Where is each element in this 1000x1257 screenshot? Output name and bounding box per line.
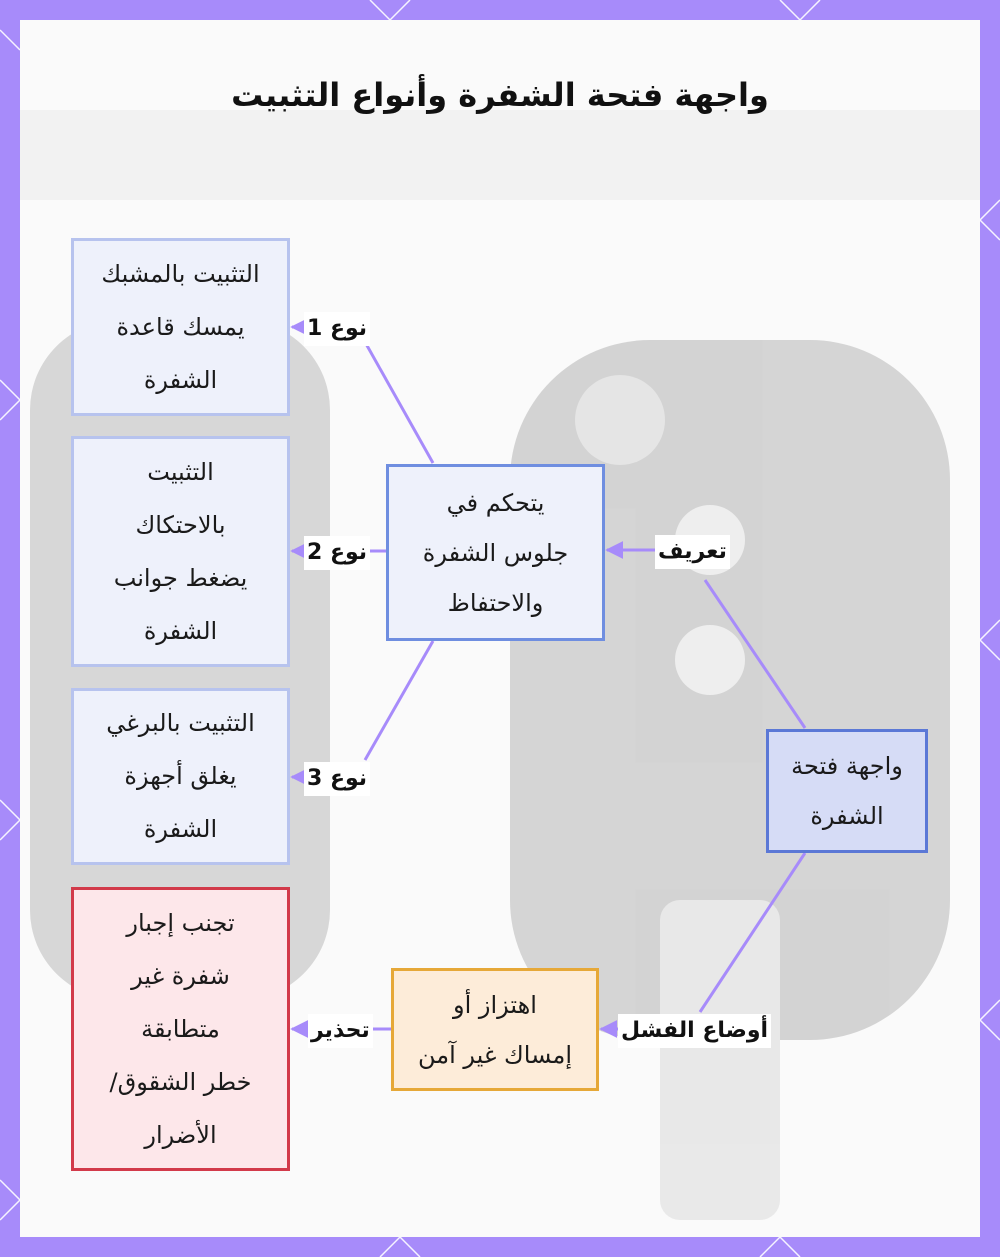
screw-fastening-node: التثبيت بالبرغي يغلق أجهزة الشفرة: [71, 688, 290, 865]
edge-failure-modes: [700, 853, 805, 1012]
edge-definition: [705, 580, 805, 728]
clip-fastening-node: التثبيت بالمشبك يمسك قاعدة الشفرة: [71, 238, 290, 416]
seating-control-node: يتحكم في جلوس الشفرة والاحتفاظ: [386, 464, 605, 641]
diagram-title: واجهة فتحة الشفرة وأنواع التثبيت: [231, 76, 769, 114]
edge-label-type1: نوع 1: [304, 312, 370, 346]
edge-type1: [365, 342, 433, 463]
edge-label-type2: نوع 2: [304, 536, 370, 570]
edge-label-failure-modes: أوضاع الفشل: [618, 1014, 771, 1048]
edge-type3: [365, 641, 433, 760]
edge-label-definition: تعريف: [655, 535, 730, 569]
edge-label-type3: نوع 3: [304, 762, 370, 796]
friction-fastening-node: التثبيت بالاحتكاك يضغط جوانب الشفرة: [71, 436, 290, 667]
failure-node: اهتزاز أو إمساك غير آمن: [391, 968, 599, 1091]
warning-node: تجنب إجبار شفرة غير متطابقة خطر الشقوق/ الأضرار: [71, 887, 290, 1171]
edge-label-warning: تحذير: [308, 1014, 373, 1048]
blade-slot-interface-node: واجهة فتحة الشفرة: [766, 729, 928, 853]
